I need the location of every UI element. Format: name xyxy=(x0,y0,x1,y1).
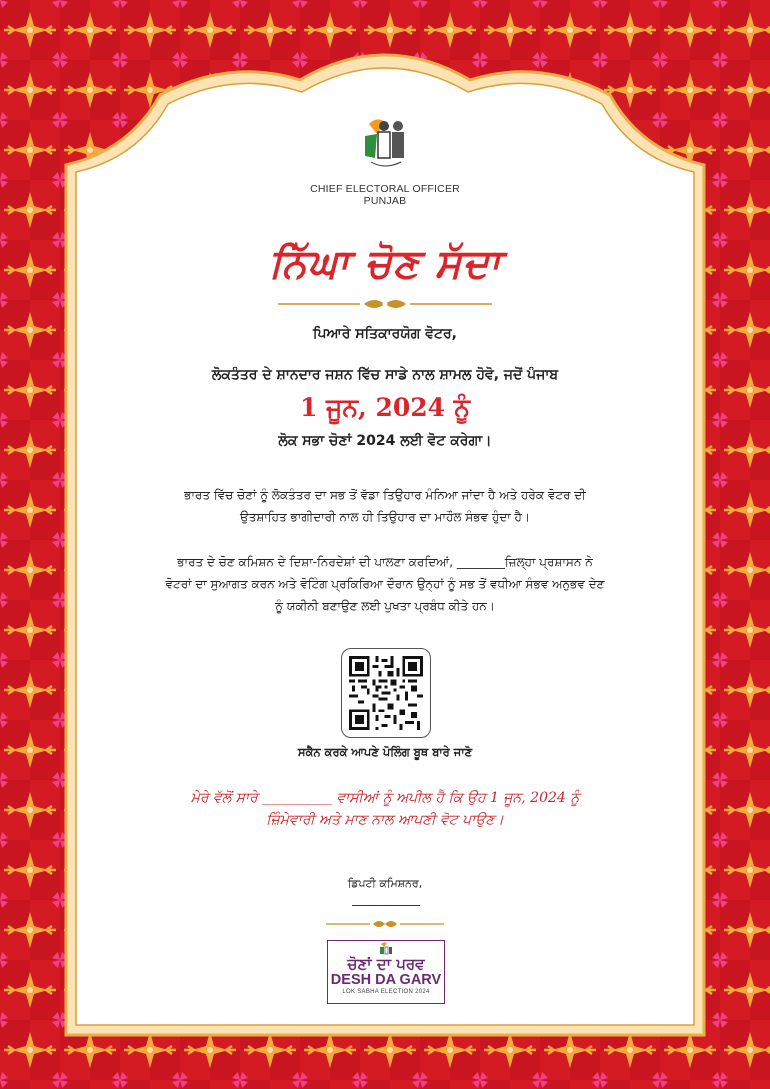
signature-line xyxy=(352,905,420,906)
polling-booth-qr-code[interactable] xyxy=(341,648,431,738)
para2-line1: ਭਾਰਤ ਦੇ ਚੋਣ ਕਮਿਸ਼ਨ ਦੇ ਦਿਸ਼ਾ-ਨਿਰਦੇਸ਼ਾਂ ਦੀ ਪਾਲਣਾ ਕਰਦਿਆਂ, ________ਜ਼ਿਲ੍ਹਾ ਪ੍ਰਸ਼ਾਸਨ ਨੇ xyxy=(177,555,593,569)
invitation-title: ਨਿੱਘਾ ਚੋਣ ਸੱਦਾ xyxy=(268,240,502,287)
para2-line3: ਨੂੰ ਯਕੀਨੀ ਬਣਾਉਣ ਲਈ ਪੁਖਤਾ ਪ੍ਰਬੰਧ ਕੀਤੇ ਹਨ। xyxy=(275,599,495,613)
org-name-line2: PUNJAB xyxy=(363,195,407,207)
appeal-line2: ਜ਼ਿੰਮੇਵਾਰੀ ਅਤੇ ਮਾਣ ਨਾਲ ਆਪਣੀ ਵੋਟ ਪਾਉਣ। xyxy=(266,812,504,828)
invitation-line2: ਲੋਕ ਸਭਾ ਚੋਣਾਂ 2024 ਲਈ ਵੋਟ ਕਰੇਗਾ। xyxy=(278,433,492,449)
qr-caption: ਸਕੈਨ ਕਰਕੇ ਆਪਣੇ ਪੋਲਿੰਗ ਬੂਥ ਬਾਰੇ ਜਾਣੋ xyxy=(297,745,473,759)
badge-eci-mark-icon xyxy=(378,941,394,955)
appeal-line1: ਮੇਰੇ ਵੱਲੋਂ ਸਾਰੇ __________ ਵਾਸੀਆਂ ਨੂੰ ਅਪੀਲ ਹੈ ਕਿ ਉਹ 1 ਜੂਨ, 2024 ਨੂੰ xyxy=(190,790,580,806)
badge-punjabi-title: ਚੋਣਾਂ ਦਾ ਪਰਵ xyxy=(347,955,425,973)
badge-caption: LOK SABHA ELECTION 2024 xyxy=(342,989,430,995)
para1-line1: ਭਾਰਤ ਵਿੱਚ ਚੋਣਾਂ ਨੂੰ ਲੋਕਤੰਤਰ ਦਾ ਸਭ ਤੋਂ ਵੱਡਾ ਤਿਉਹਾਰ ਮੰਨਿਆ ਜਾਂਦਾ ਹੈ ਅਤੇ ਹਰੇਕ ਵੋਟਰ ਦੀ xyxy=(184,488,586,502)
org-name-line1: CHIEF ELECTORAL OFFICER xyxy=(310,183,460,195)
greeting: ਪਿਆਰੇ ਸਤਿਕਾਰਯੋਗ ਵੋਟਰ, xyxy=(313,326,457,342)
badge-english-title: DESH DA GARV xyxy=(330,972,442,988)
invitation-line1: ਲੋਕਤੰਤਰ ਦੇ ਸ਼ਾਨਦਾਰ ਜਸ਼ਨ ਵਿੱਚ ਸਾਡੇ ਨਾਲ ਸ਼ਾਮਲ ਹੋਵੋ, ਜਦੋਂ ਪੰਜਾਬ xyxy=(211,367,559,383)
election-commission-logo-icon xyxy=(351,112,419,180)
election-date: 1 ਜੂਨ, 2024 ਨੂੰ xyxy=(300,393,470,422)
para2-line2: ਵੋਟਰਾਂ ਦਾ ਸੁਆਗਤ ਕਰਨ ਅਤੇ ਵੋਟਿੰਗ ਪ੍ਰਕਿਰਿਆ ਦੌਰਾਨ ਉਨ੍ਹਾਂ ਨੂੰ ਸਭ ਤੋਂ ਵਧੀਆ ਸੰਭਵ ਅਨੁਭਵ ਦੇਣ xyxy=(165,577,605,591)
chunav-da-parv-badge xyxy=(327,940,445,1004)
ornamental-divider-icon xyxy=(278,295,492,313)
para1-line2: ਉਤਸ਼ਾਹਿਤ ਭਾਗੀਦਾਰੀ ਨਾਲ ਹੀ ਤਿਉਹਾਰ ਦਾ ਮਾਹੌਲ ਸੰਭਵ ਹੁੰਦਾ ਹੈ। xyxy=(240,510,530,524)
small-ornament-icon xyxy=(326,918,444,930)
deputy-commissioner-label: ਡਿਪਟੀ ਕਮਿਸ਼ਨਰ, xyxy=(347,877,423,890)
qr-code-icon xyxy=(349,656,423,730)
